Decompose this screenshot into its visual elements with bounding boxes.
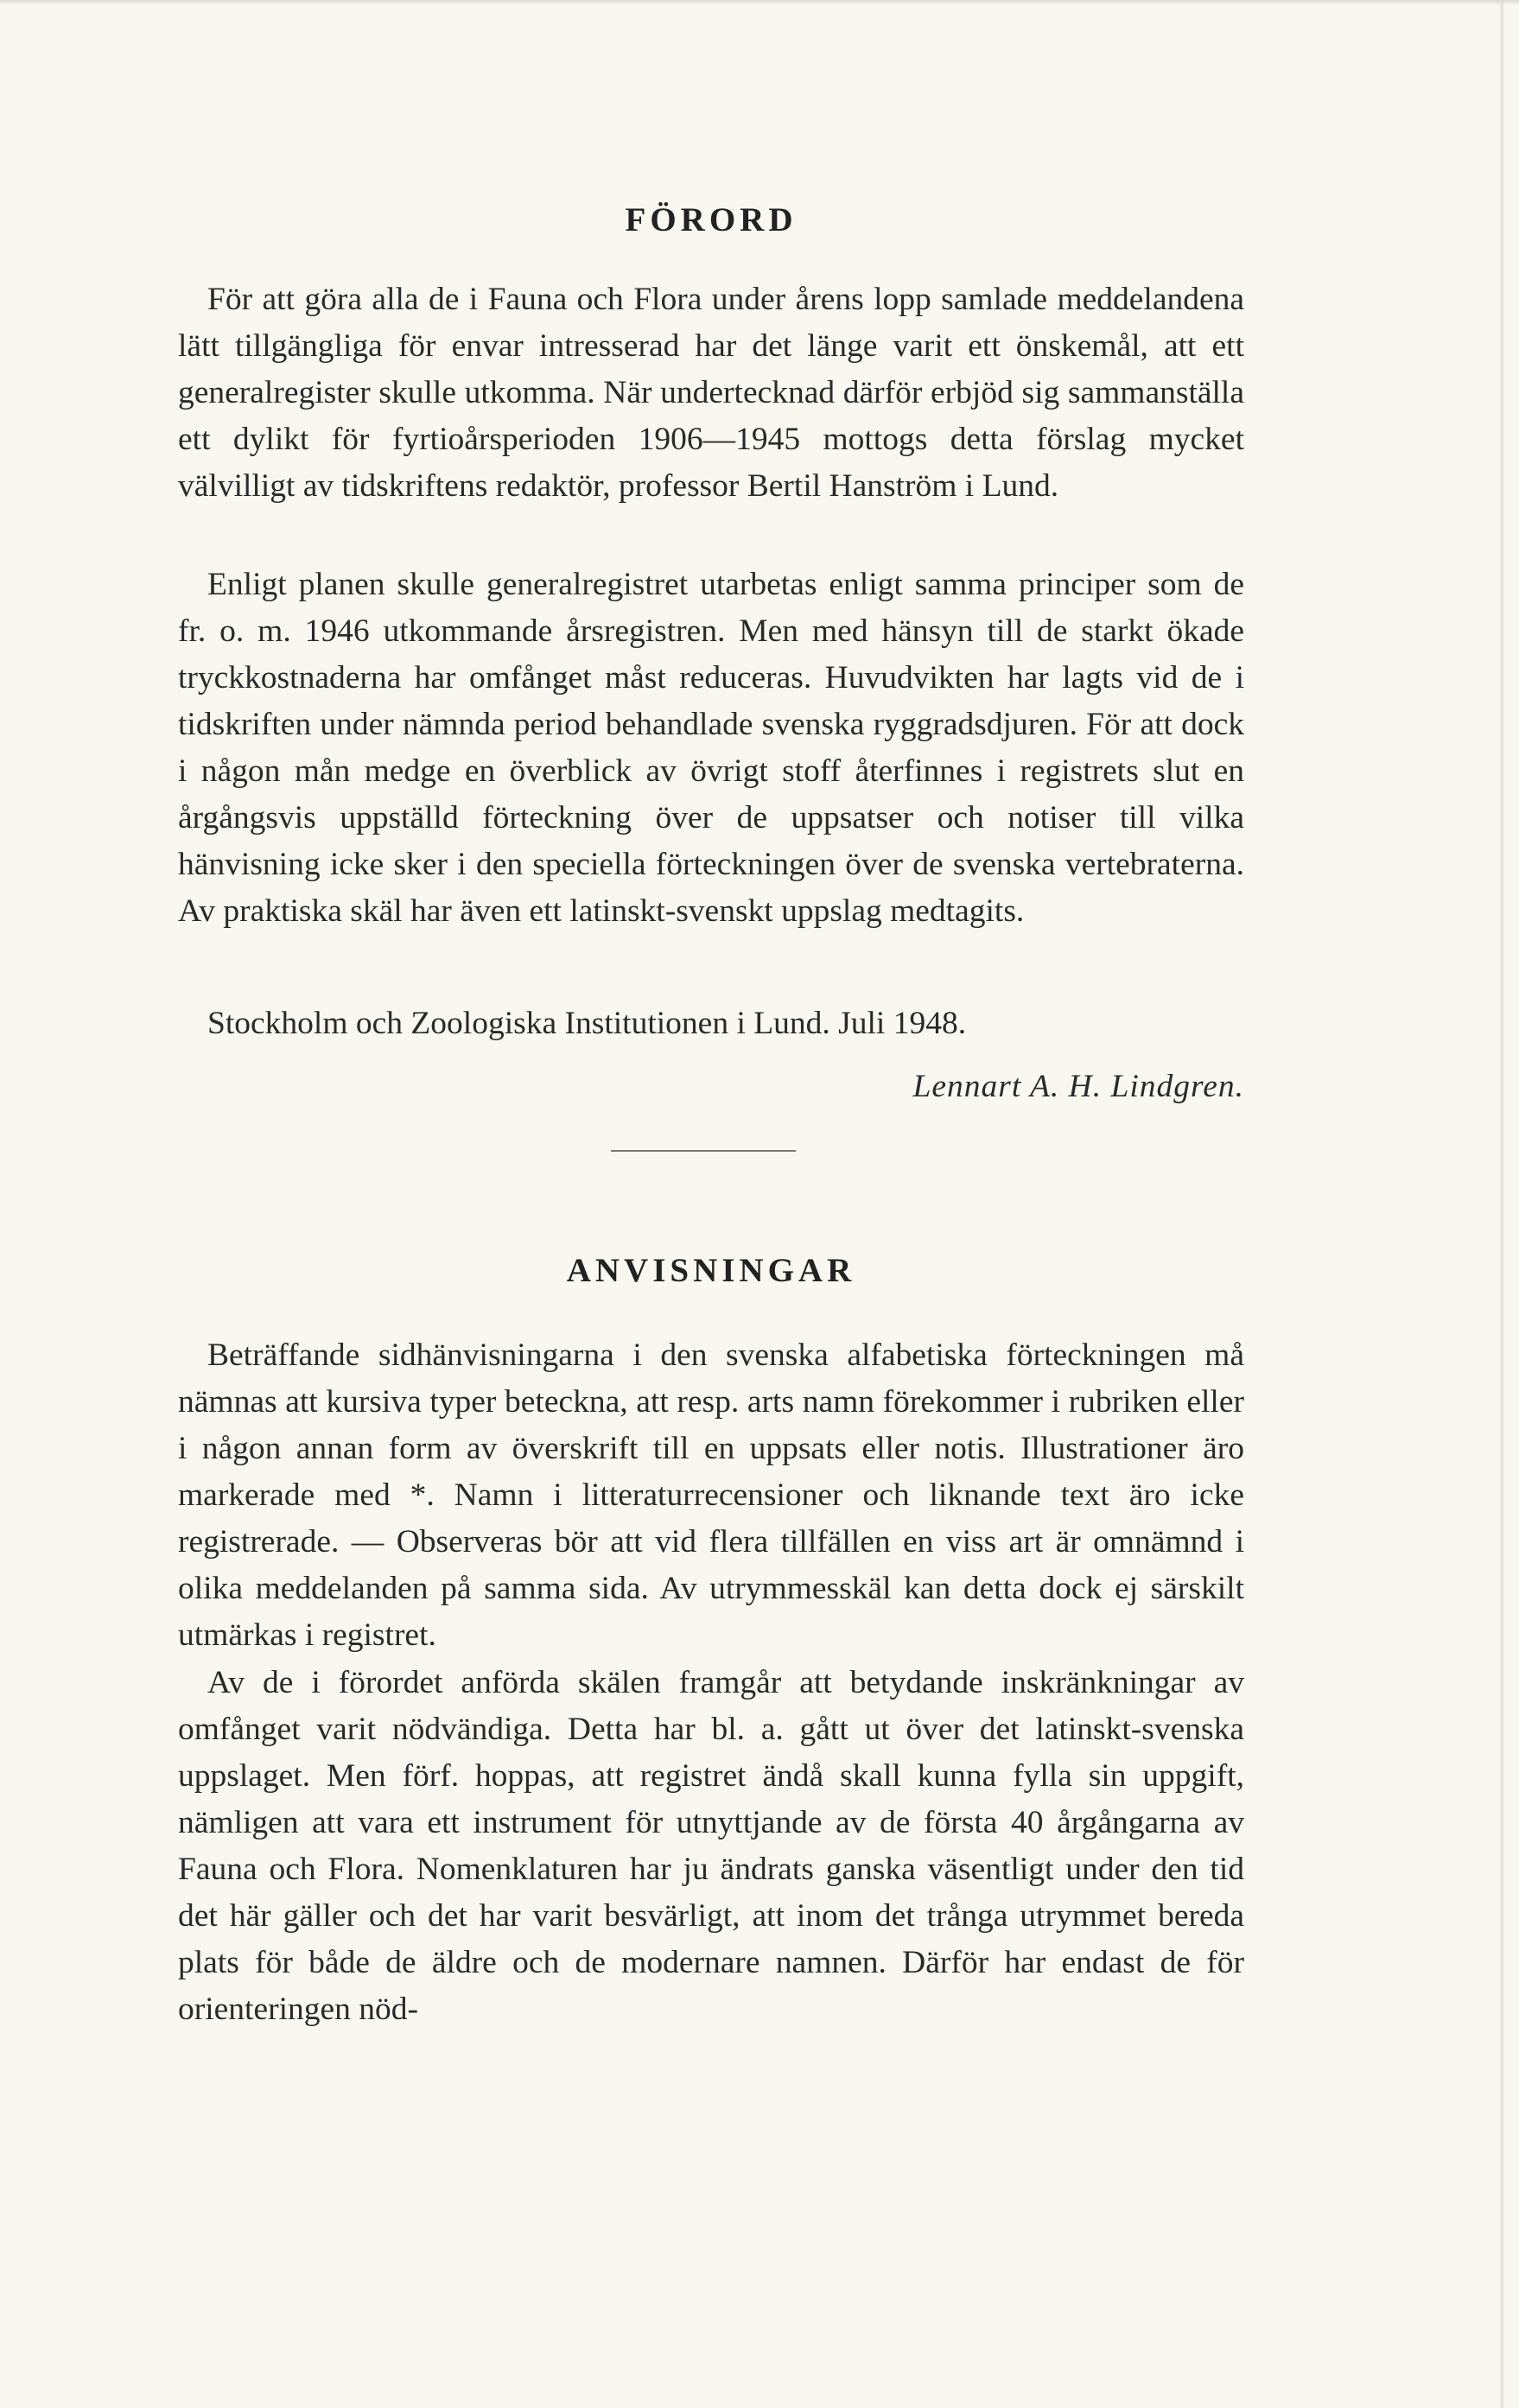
anvisningar-paragraph-2: Av de i förordet anförda skälen framgår att betydande inskränkningar av omfånget varit nödvändiga. Detta har bl. a. gått ut över det latinskt-svenska uppslaget. Men förf. hoppas, att registret ändå skall kunna fylla sin uppgift, nämligen att vara ett instrument för utnyttjande av de första 40 årgångarna av Fauna och Flora. Nomenklaturen har ju ändrats ganska väsentligt under den tid det här gäller och det har varit besvärligt, att inom det trånga utrymmet bereda plats för både de äldre och de modernare namnen. Därför har endast de för orienteringen nöd- bbox=[178, 1665, 1244, 2027]
author-signature: Lennart A. H. Lindgren. bbox=[912, 1069, 1244, 1104]
forord-paragraph-1: För att göra alla de i Fauna och Flora under årens lopp samlade meddelandena lätt tillgängliga för envar intresserad har det länge varit ett önskemål, att ett generalregister skulle utkomma. När undertecknad därför erbjöd sig sammanställa ett dylikt för fyrtioårsperioden 1906—1945 mottogs detta förslag mycket välvilligt av tidskriftens redaktör, professor Bertil Hanström i Lund. bbox=[178, 282, 1244, 504]
forord-heading: FÖRORD bbox=[625, 201, 798, 238]
forord-paragraph-2: Enligt planen skulle generalregistret utarbetas enligt samma principer som de fr. o. m. 1946 utkommande årsregistren. Men med hänsyn till de starkt ökade tryckkostnaderna har omfånget måst reduceras. Huvudvikten har lagts vid de i tidskriften under nämnda period behandlade svenska ryggradsdjuren. För att dock i någon mån medge en överblick av övrigt stoff återfinnes i registrets slut en årgångsvis uppställd förteckning över de uppsatser och notiser till vilka hänvisning icke sker i den speciella förteckningen över de svenska vertebraterna. Av praktiska skäl har även ett latinskt-svenskt uppslag medtagits. bbox=[178, 567, 1244, 929]
page-top-edge bbox=[0, 0, 1519, 5]
anvisningar-paragraph-1: Beträffande sidhänvisningarna i den svenska alfabetiska förteckningen må nämnas att kursiva typer beteckna, att resp. arts namn förekommer i rubriken eller i någon annan form av överskrift till en uppsats eller notis. Illustrationer äro markerade med *. Namn i litteraturrecensioner och liknande text äro icke registrerade. — Observeras bör att vid flera tillfällen en viss art är omnämnd i olika meddelanden på samma sida. Av utrymmesskäl kan detta dock ej särskilt utmärkas i registret. bbox=[178, 1337, 1244, 1653]
section-divider bbox=[611, 1150, 796, 1152]
anvisningar-heading: ANVISNINGAR bbox=[566, 1252, 856, 1289]
page-right-edge bbox=[1500, 0, 1503, 2408]
place-date-line: Stockholm och Zoologiska Institutionen i Lund. Juli 1948. bbox=[207, 1006, 967, 1041]
